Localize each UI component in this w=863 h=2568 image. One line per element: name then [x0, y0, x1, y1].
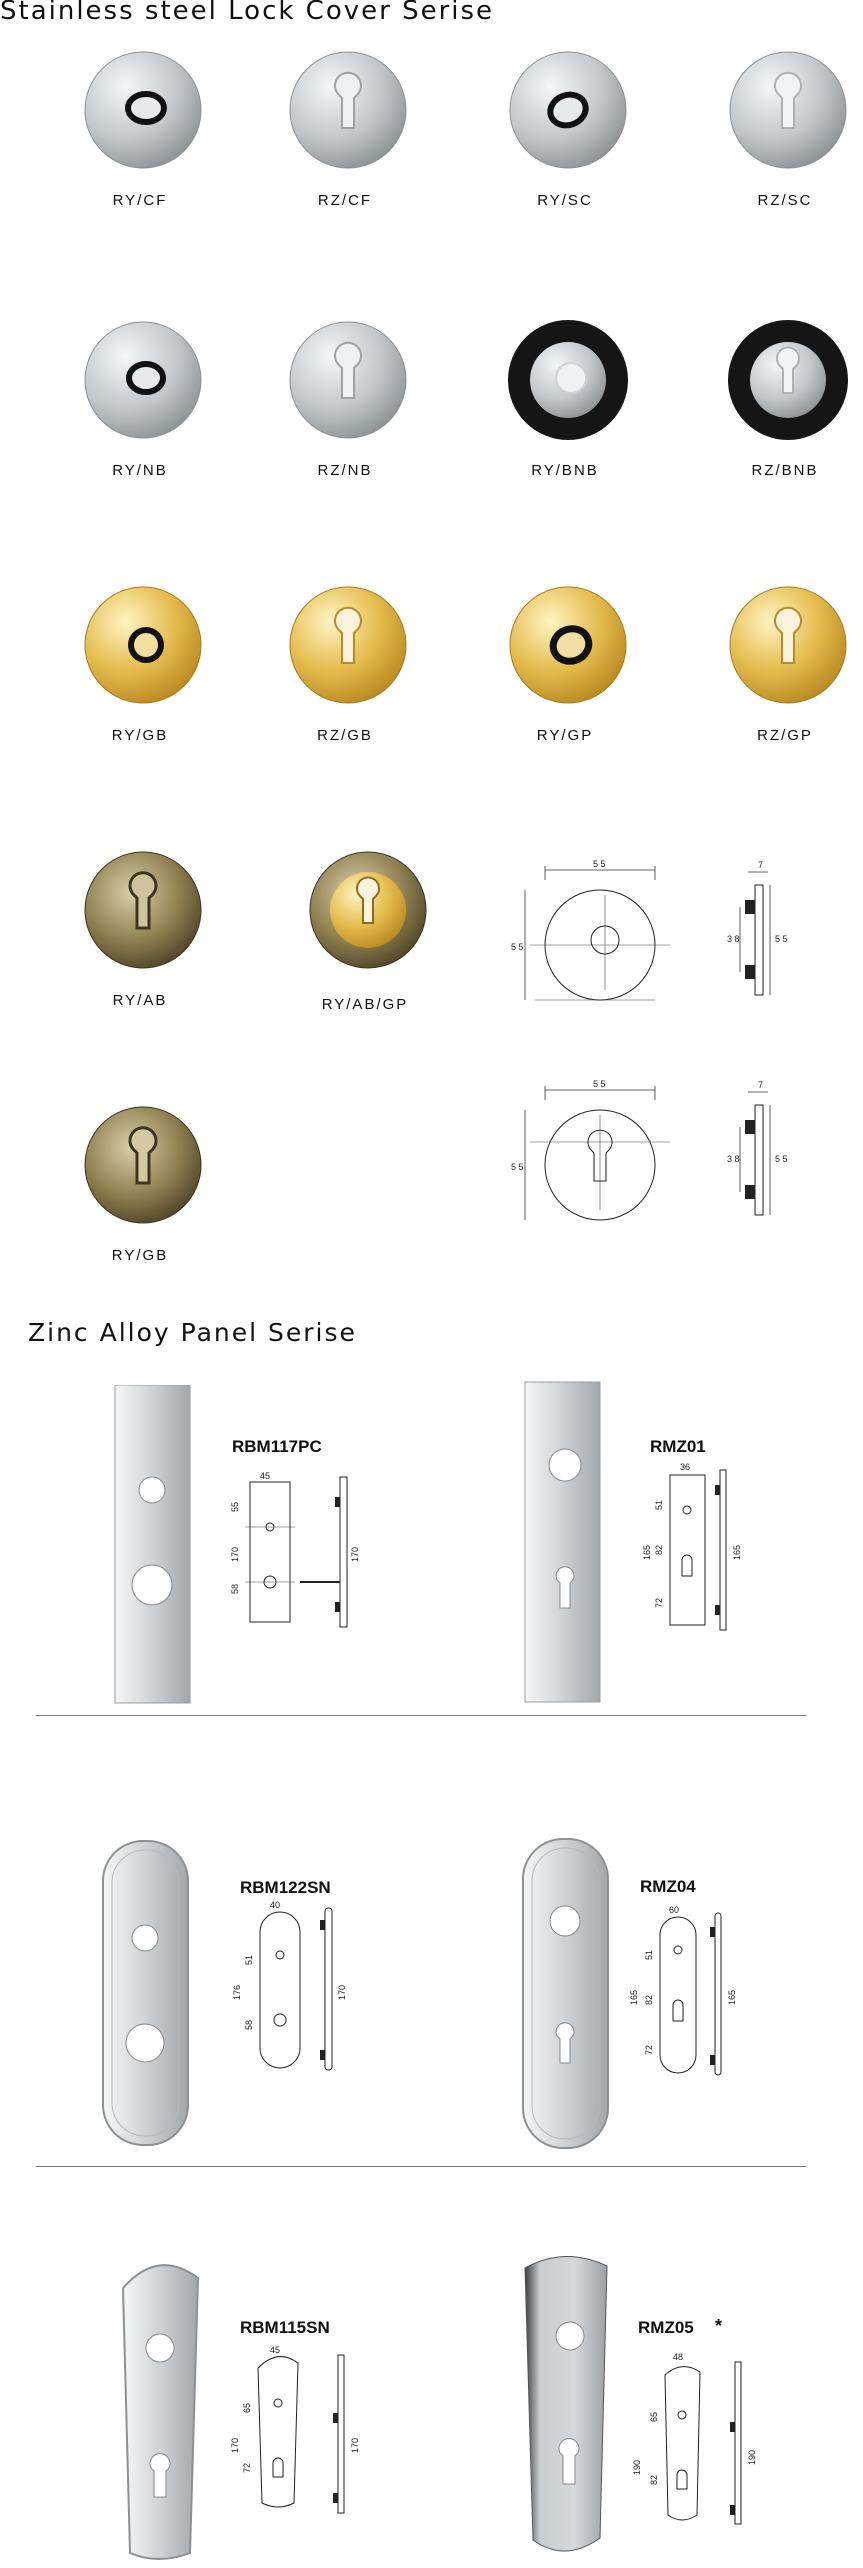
- svg-text:51: 51: [244, 1954, 254, 1965]
- panel-drawing-rmz04: [625, 1905, 785, 2090]
- cover-item: [265, 50, 425, 240]
- svg-text:176: 176: [232, 1984, 242, 2000]
- svg-text:170: 170: [230, 2437, 240, 2453]
- cover-code: RY/GP: [536, 727, 594, 744]
- panel-model-name: RMZ01: [650, 1437, 706, 1456]
- cover-item: [485, 585, 645, 775]
- svg-text:45: 45: [260, 1472, 271, 1481]
- cover-item: [60, 585, 220, 775]
- dim-screw: 3 8: [727, 934, 740, 944]
- dim-height: 5 5: [511, 1162, 524, 1172]
- cover-item: [485, 50, 645, 240]
- cover-code: RZ/BNB: [751, 462, 819, 479]
- svg-text:82: 82: [654, 1544, 664, 1555]
- svg-text:165: 165: [642, 1544, 652, 1560]
- cover-code: RY/SC: [537, 192, 593, 209]
- cover-code: RY/AB/GP: [321, 996, 409, 1013]
- lock-cover-euro-hole-icon: [723, 50, 853, 180]
- cover-item: [60, 50, 220, 240]
- cover-code: RY/BNB: [531, 462, 599, 479]
- svg-text:65: 65: [242, 2402, 252, 2413]
- svg-text:165: 165: [732, 1544, 742, 1560]
- panel-drawing-rbm117pc: [230, 1472, 410, 1647]
- panel-rbm115sn-image: [108, 2253, 208, 2563]
- lock-cover-round-hole-icon: [78, 320, 208, 450]
- cover-item: [285, 850, 445, 1040]
- svg-text:36: 36: [680, 1462, 691, 1472]
- svg-text:170: 170: [337, 1984, 347, 2000]
- svg-text:165: 165: [629, 1989, 639, 2005]
- panel-model-name: RMZ04: [640, 1877, 696, 1896]
- lock-cover-round-hole-icon: [503, 50, 633, 180]
- cover-technical-drawing-euro: [505, 1080, 845, 1250]
- lock-cover-black-ring-icon: [503, 320, 633, 450]
- svg-text:51: 51: [654, 1499, 664, 1510]
- lock-cover-antique-brass-icon: [78, 850, 208, 980]
- panel-rmz01-image: [520, 1380, 605, 1705]
- panel-rbm122sn-image: [98, 1838, 193, 2148]
- lock-cover-gold-round-icon: [503, 585, 633, 715]
- svg-text:170: 170: [230, 1546, 240, 1562]
- divider: [36, 1715, 806, 1716]
- cover-code: RZ/SC: [757, 192, 813, 209]
- cover-item: [60, 850, 220, 1040]
- panel-model-name: RBM117PC: [232, 1437, 322, 1456]
- note-asterisk: *: [715, 2316, 723, 2336]
- cover-code: RY/NB: [112, 462, 168, 479]
- panel-drawing-rmz05: [615, 2350, 785, 2545]
- panel-model-name: RMZ05: [638, 2318, 694, 2337]
- cover-item: [705, 50, 863, 240]
- cover-code: RZ/NB: [317, 462, 373, 479]
- panel-rmz04-image: [518, 1836, 613, 2151]
- panel-model-name: RBM122SN: [240, 1878, 331, 1897]
- lock-cover-gold-euro-icon: [723, 585, 853, 715]
- svg-text:48: 48: [673, 2352, 684, 2362]
- panel-rmz05-image: [515, 2248, 615, 2563]
- divider: [36, 2166, 806, 2167]
- lock-cover-black-ring-icon: [723, 320, 853, 450]
- cover-item: [265, 320, 425, 510]
- lock-cover-gold-euro-icon: [283, 585, 413, 715]
- svg-text:72: 72: [654, 1597, 664, 1608]
- dim-height: 5 5: [511, 942, 524, 952]
- svg-text:55: 55: [230, 1501, 240, 1512]
- svg-text:190: 190: [747, 2449, 757, 2465]
- svg-text:190: 190: [632, 2459, 642, 2475]
- svg-text:72: 72: [644, 2044, 654, 2055]
- cover-code: RZ/GB: [317, 727, 373, 744]
- panel-rbm117pc-image: [110, 1385, 195, 1705]
- svg-text:40: 40: [270, 1900, 281, 1910]
- svg-text:65: 65: [649, 2411, 659, 2422]
- cover-item: [60, 1105, 220, 1295]
- svg-text:45: 45: [270, 2345, 281, 2355]
- lock-cover-antique-brass-gold-icon: [303, 850, 433, 980]
- svg-text:165: 165: [727, 1989, 737, 2005]
- cover-code: RY/CF: [112, 192, 168, 209]
- dim-screw: 3 8: [727, 1154, 740, 1164]
- dim-width: 5 5: [593, 860, 606, 869]
- cover-code: RZ/CF: [317, 192, 373, 209]
- lock-cover-gold-round-icon: [78, 585, 208, 715]
- dim-side: 5 5: [775, 1154, 788, 1164]
- lock-cover-euro-hole-icon: [283, 320, 413, 450]
- cover-code: RY/GB: [111, 1247, 169, 1264]
- cover-item: [705, 320, 863, 510]
- section-title-lock-covers: Stainless steel Lock Cover Serise: [0, 0, 495, 26]
- dim-depth: 7: [758, 860, 764, 870]
- svg-text:58: 58: [244, 2019, 254, 2030]
- cover-code: RY/GB: [111, 727, 169, 744]
- panel-drawing-rbm122sn: [230, 1900, 400, 2085]
- svg-text:72: 72: [242, 2462, 252, 2473]
- lock-cover-antique-brass-icon: [78, 1105, 208, 1235]
- cover-item: [60, 320, 220, 510]
- panel-drawing-rbm115sn: [228, 2343, 398, 2528]
- svg-text:58: 58: [230, 1583, 240, 1594]
- cover-code: RZ/GP: [757, 727, 813, 744]
- svg-text:51: 51: [644, 1949, 654, 1960]
- section-title-zinc-panels: Zinc Alloy Panel Serise: [28, 1318, 357, 1347]
- svg-text:170: 170: [350, 2437, 360, 2453]
- dim-width: 5 5: [593, 1080, 606, 1089]
- cover-item: [265, 585, 425, 775]
- dim-side: 5 5: [775, 934, 788, 944]
- cover-item: [705, 585, 863, 775]
- dim-depth: 7: [758, 1080, 764, 1090]
- svg-text:60: 60: [669, 1905, 680, 1915]
- lock-cover-round-hole-icon: [78, 50, 208, 180]
- lock-cover-euro-hole-icon: [283, 50, 413, 180]
- cover-item: [485, 320, 645, 510]
- cover-technical-drawing-round: [505, 860, 845, 1030]
- svg-text:82: 82: [649, 2474, 659, 2485]
- cover-code: RY/AB: [112, 992, 168, 1009]
- panel-drawing-rmz01: [640, 1460, 800, 1645]
- svg-text:82: 82: [644, 1994, 654, 2005]
- svg-text:170: 170: [350, 1546, 360, 1562]
- panel-model-name: RBM115SN: [240, 2318, 330, 2337]
